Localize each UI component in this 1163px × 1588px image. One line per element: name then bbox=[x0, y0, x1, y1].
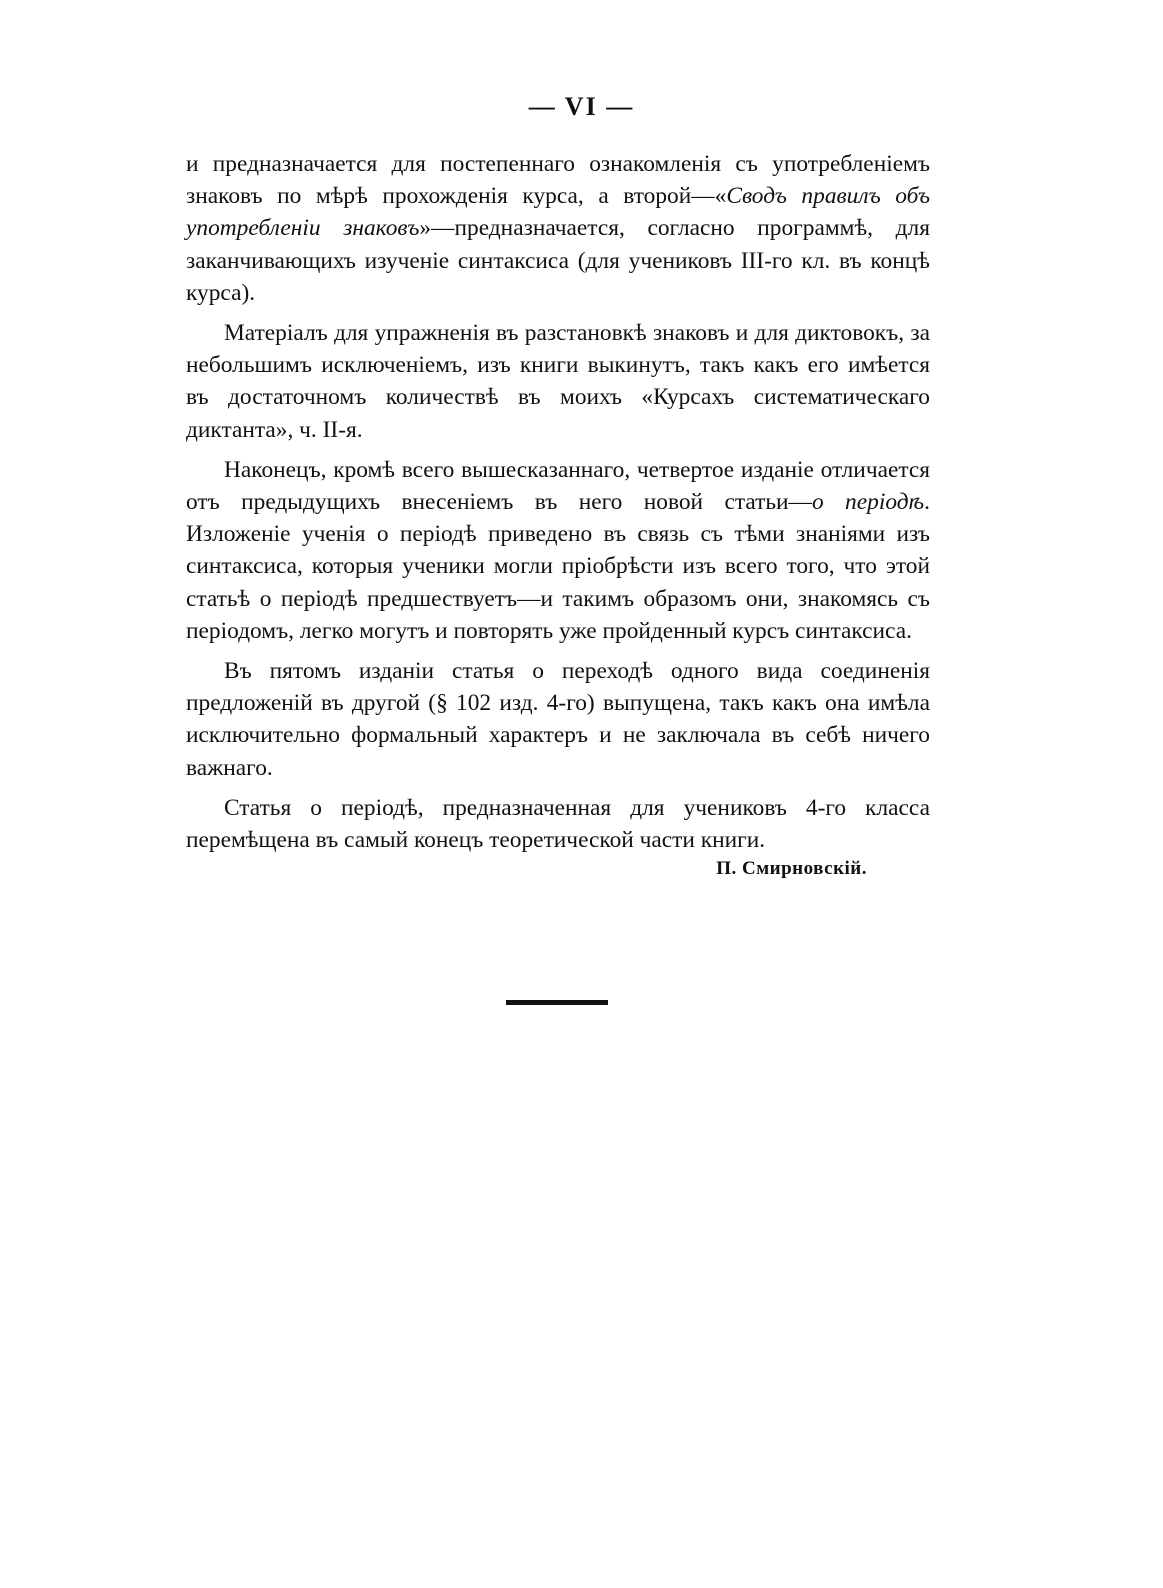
paragraph-1-part-c: »—предназначается, согласно программѣ, для заканчивающихъ изученіе синтаксиса (для учениковъ III-го кл. въ концѣ курса). bbox=[186, 215, 930, 306]
paragraph-3-italic-title: о періодѣ bbox=[811, 489, 925, 516]
page-number: — VI — bbox=[528, 92, 635, 121]
paragraph-1-italic-title: Сводъ правилъ объ употребленіи знаковъ bbox=[186, 183, 930, 242]
paragraph-1 bbox=[186, 148, 930, 309]
paragraph-3-part-a: Наконецъ, кромѣ всего вышесказаннаго, четвертое изданіе отличается отъ предыдущихъ внесеніемъ въ него новой статьи— bbox=[186, 456, 930, 516]
preface-text bbox=[186, 148, 930, 864]
paragraph-4: Въ пятомъ изданіи статья о переходѣ одного вида соединенія предложеній въ другой (§ 102 изд. 4-го) выпущена, такъ какъ она имѣла исключительно формальный характеръ и не заключала въ себѣ ничего важнаго. bbox=[186, 658, 930, 781]
author-signature: П. Смирновскій. bbox=[716, 858, 867, 879]
closing-rule-divider bbox=[506, 1000, 608, 1005]
paragraph-1-part-a: и предназначается для постепеннаго ознакомленія съ употребленіемъ знаковъ по мѣрѣ прохожденія курса, а второй—« bbox=[186, 151, 930, 210]
paragraph-3 bbox=[186, 454, 930, 647]
paragraph-5: Статья о періодѣ, предназначенная для учениковъ 4-го класса перемѣщена въ самый конецъ теоретической части книги. bbox=[186, 794, 930, 854]
paragraph-3-part-c: . Изложеніе ученія о періодѣ приведено въ связь съ тѣми знаніями изъ синтаксиса, которыя ученики могли пріобрѣсти изъ всего того, что этой статьѣ о періодѣ предшествуетъ—и такимъ образомъ они, знакомясь съ періодомъ, легко могутъ и повторять уже пройденный курсъ синтаксиса. bbox=[186, 489, 930, 644]
paragraph-2: Матеріалъ для упражненія въ разстановкѣ знаковъ и для диктовокъ, за небольшимъ исключеніемъ, изъ книги выкинутъ, такъ какъ его имѣется въ достаточномъ количествѣ въ моихъ «Курсахъ систематическаго диктанта», ч. II-я. bbox=[186, 320, 930, 443]
